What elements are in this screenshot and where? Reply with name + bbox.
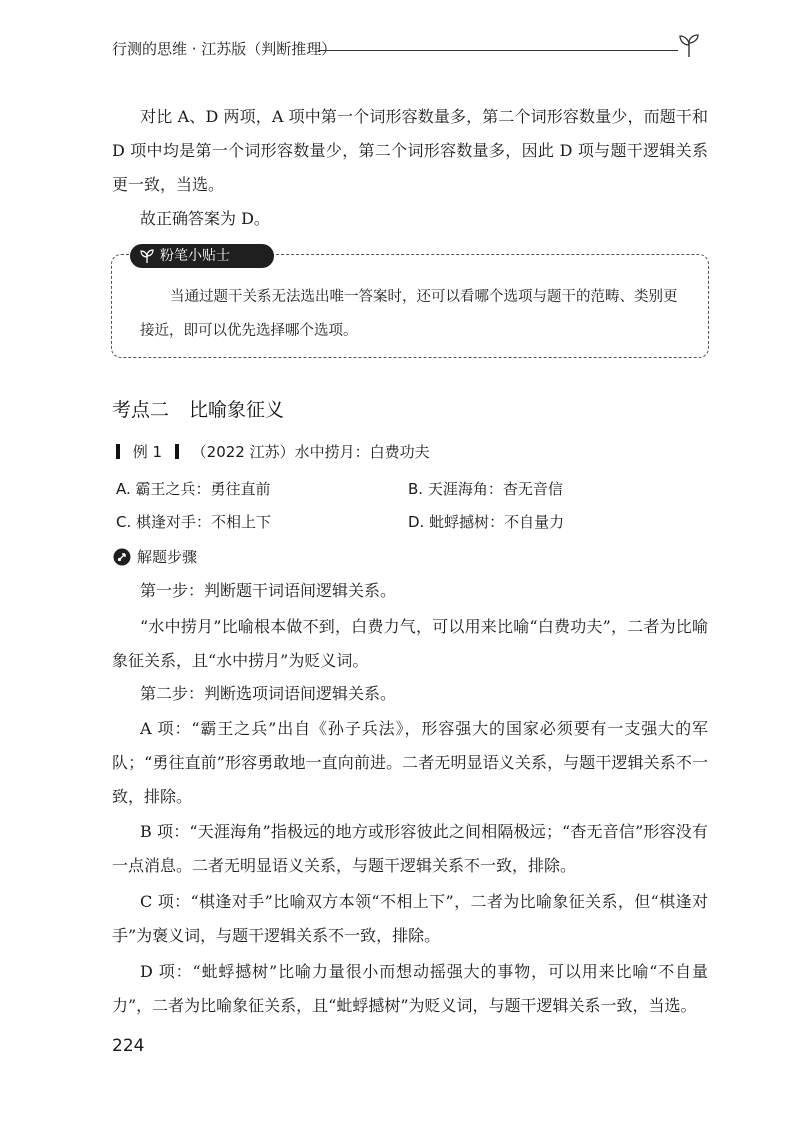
tip-badge-label: 粉笔小贴士 [160, 248, 230, 264]
paragraph-comparison: 对比 A、D 两项，A 项中第一个词形容数量多，第二个词形容数量少，而题干和 D 项中均是第一个词形容数量少，第二个词形容数量多，因此 D 项与题干逻辑关系更一致，当选。 [112, 107, 708, 194]
example-label: 例 1 [132, 443, 163, 461]
steps-badge-icon [113, 548, 131, 566]
leaf-icon [139, 248, 155, 264]
example-bar-left [116, 444, 120, 459]
option-b: B. 天涯海角：杳无音信 [408, 480, 563, 498]
option-c-analysis: C 项：“棋逢对手”比喻双方本领“不相上下”，二者为比喻象征关系，但“棋逢对手”为褒义词，与题干逻辑关系不一致，排除。 [112, 892, 708, 945]
option-a-analysis: A 项：“霸王之兵”出自《孙子兵法》，形容强大的国家必须要有一支强大的军队；“勇往直前”形容勇敢地一直向前进。二者无明显语义关系，与题干逻辑关系不一致，排除。 [112, 719, 708, 806]
option-b-analysis: B 项：“天涯海角”指极远的地方或形容彼此之间相隔极远；“杳无音信”形容没有一点消息。二者无明显语义关系，与题干逻辑关系不一致，排除。 [112, 822, 708, 875]
paragraph-answer: 故正确答案为 D。 [140, 209, 270, 228]
page-number: 224 [112, 1036, 145, 1056]
example-question [116, 440, 430, 464]
step-one-analysis: “水中捞月”比喻根本做不到，白费力气，可以用来比喻“白费功夫”，二者为比喻象征关系，且“水中捞月”为贬义词。 [112, 617, 708, 670]
tip-badge [130, 244, 274, 268]
section-name: 比喻象征义 [189, 399, 285, 421]
section-prefix: 考点二 [112, 399, 170, 421]
step-two: 第二步：判断选项词语间逻辑关系。 [140, 684, 397, 703]
option-c: C. 棋逢对手：不相上下 [116, 513, 272, 531]
sprout-icon [676, 32, 702, 58]
option-d-analysis: D 项：“蚍蜉撼树”比喻力量很小而想动摇强大的事物，可以用来比喻“不自量力”，二者为比喻象征关系，且“蚍蜉撼树”为贬义词，与题干逻辑关系一致，当选。 [112, 962, 708, 1015]
step-one: 第一步：判断题干词语间逻辑关系。 [140, 581, 397, 600]
tip-text: 当通过题干关系无法选出唯一答案时，还可以看哪个选项与题干的范畴、类别更接近，即可以优先选择哪个选项。 [140, 289, 678, 339]
running-header: 行测的思维 · 江苏版（判断推理） [112, 40, 337, 58]
section-title [112, 395, 284, 422]
option-a: A. 霸王之兵：勇往直前 [116, 480, 271, 498]
header-rule [318, 50, 678, 51]
solution-heading [113, 545, 197, 569]
option-d: D. 蚍蜉撼树：不自量力 [408, 513, 565, 531]
solution-heading-label: 解题步骤 [137, 548, 198, 566]
example-source: （2022 江苏） [191, 443, 295, 461]
example-bar-right [175, 444, 179, 459]
example-stem: 水中捞月：白费功夫 [294, 443, 430, 461]
